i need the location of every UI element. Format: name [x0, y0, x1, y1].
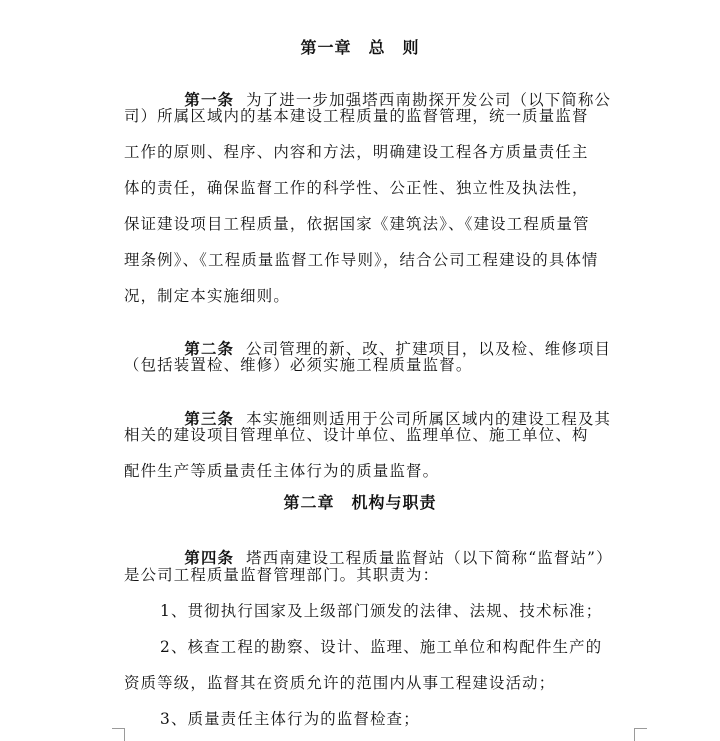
article-3-label: 第三条 [184, 410, 235, 428]
list-item-3: 3、质量责任主体行为的监督检查； [160, 710, 420, 728]
article-2-line-2: （包括装置检、维修）必须实施工程质量监督。 [124, 356, 473, 374]
article-1-line-7: 况，制定本实施细则。 [124, 287, 290, 305]
article-3-line-3: 配件生产等质量责任主体行为的质量监督。 [124, 462, 440, 480]
article-3-text-1: 本实施细则适用于公司所属区域内的建设工程及其 [246, 410, 612, 428]
article-1-line-3: 工作的原则、程序、内容和方法，明确建设工程各方质量责任主 [124, 143, 589, 161]
article-1-line-6: 理条例》、《工程质量监督工作导则》，结合公司工程建设的具体情 [124, 251, 599, 269]
article-1-text-1: 为了进一步加强塔西南勘探开发公司（以下简称公 [246, 91, 612, 109]
article-4-text-1: 塔西南建设工程质量监督站（以下简称“监督站”） [246, 549, 613, 567]
article-3-line-2: 相关的建设项目管理单位、设计单位、监理单位、施工单位、构 [124, 426, 589, 444]
list-item-1: 1、贯彻执行国家及上级部门颁发的法律、法规、技术标准； [160, 602, 603, 620]
article-4-label: 第四条 [184, 549, 235, 567]
article-2-label: 第二条 [184, 340, 235, 358]
article-2-text-1: 公司管理的新、改、扩建项目，以及检、维修项目 [246, 340, 612, 358]
margin-corner-mark-left [112, 728, 125, 741]
list-item-2-line-2: 资质等级，监督其在资质允许的范围内从事工程建设活动； [124, 674, 556, 692]
margin-corner-mark-right [634, 728, 647, 741]
article-1-line-2: 司）所属区域内的基本建设工程质量的监督管理，统一质量监督 [124, 107, 589, 125]
article-4-line-2: 是公司工程质量监督管理部门。其职责为： [124, 566, 440, 584]
article-1-label: 第一条 [184, 91, 235, 109]
article-1-line-4: 体的责任，确保监督工作的科学性、公正性、独立性及执法性， [124, 179, 589, 197]
chapter-1-title: 第一章 总 则 [300, 38, 420, 57]
list-item-2-line-1: 2、核查工程的勘察、设计、监理、施工单位和构配件生产的 [160, 638, 603, 656]
chapter-2-title: 第二章 机构与职责 [283, 493, 437, 512]
article-1-line-5: 保证建设项目工程质量，依据国家《建筑法》、《建设工程质量管 [124, 215, 590, 233]
